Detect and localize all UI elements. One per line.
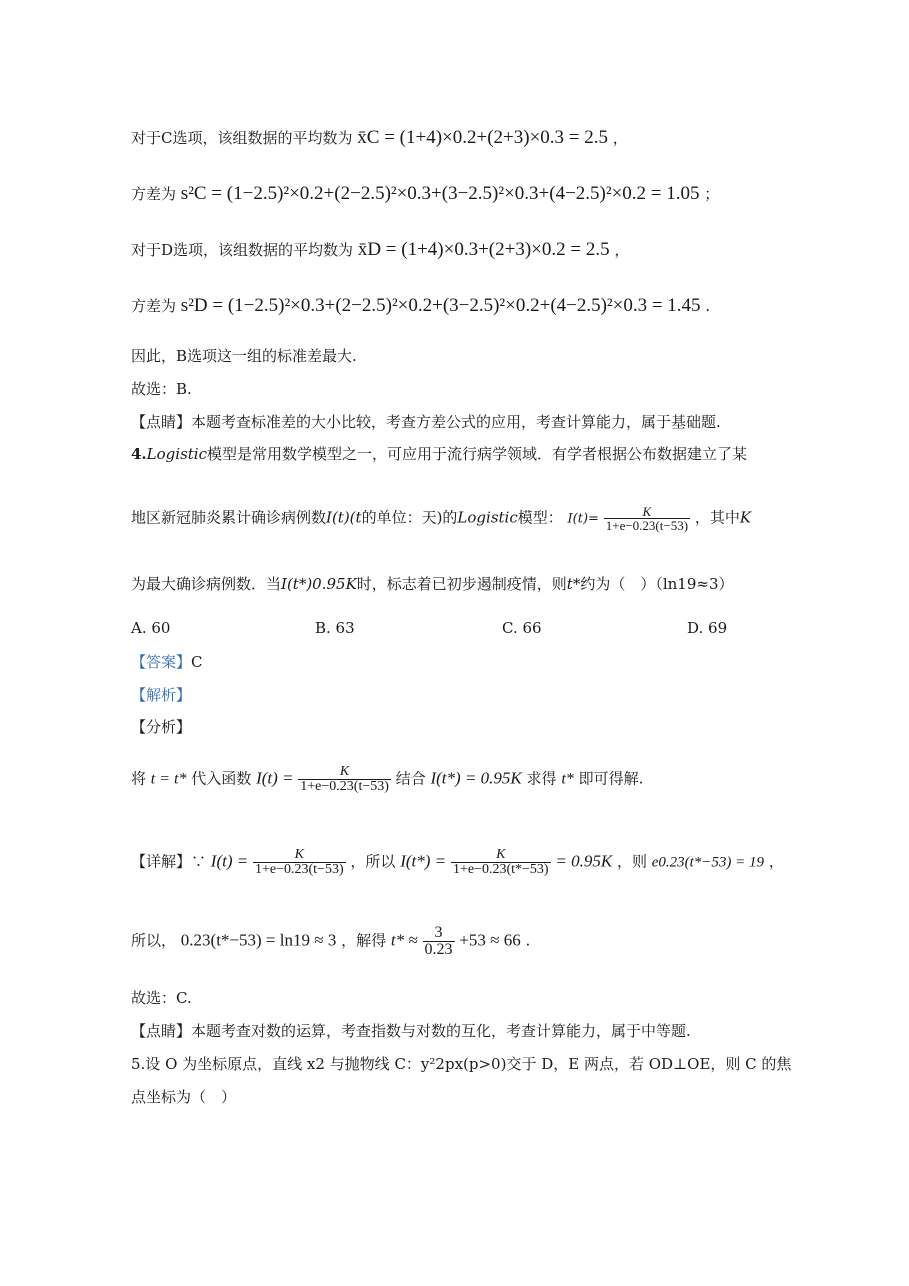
- so-line: [131, 925, 530, 958]
- detail-b: I(t) =: [210, 851, 249, 871]
- fenxi-c: 代入函数: [191, 769, 252, 788]
- q4-line-3: [131, 577, 734, 592]
- so-b: 0.23(t*−53) = ln19 ≈ 3: [180, 930, 337, 950]
- analysis-label: 【解析】: [131, 686, 192, 704]
- detail-fraction-2: [451, 848, 551, 877]
- fenxi-fraction: [298, 765, 391, 794]
- q5-line-2: 点坐标为（ ）: [131, 1088, 237, 1106]
- detail-line: [131, 848, 784, 877]
- detail-denominator-2: 1+e−0.23(t*−53): [452, 862, 549, 877]
- detail-c: ，所以: [350, 852, 396, 871]
- detail-a: 【详解】∵: [131, 852, 207, 871]
- fenxi-line: [131, 765, 643, 794]
- c-mean-prefix: 对于C选项，该组数据的平均数为: [131, 129, 353, 147]
- fenxi-a: 将: [131, 769, 147, 788]
- detail-e: = 0.95K: [555, 851, 613, 871]
- c-var-suffix: ；: [704, 185, 720, 203]
- q4-options: [131, 621, 771, 639]
- detail-f: ，则: [616, 852, 647, 871]
- option-b: B. 63: [315, 619, 355, 637]
- so-numerator: 3: [423, 925, 455, 942]
- c-mean-formula: x̄C = (1+4)×0.2+(2+3)×0.3 = 2.5: [357, 127, 609, 148]
- q4-line-2: [131, 505, 751, 532]
- q4-line-2-g: K: [739, 508, 752, 527]
- answer-label: 【答案】: [131, 653, 192, 671]
- answer-value: C: [191, 653, 203, 671]
- c-variance-line: [131, 184, 719, 203]
- comment-q4: 【点睛】本题考查对数的运算，考查指数与对数的互化，考查计算能力，属于中等题.: [131, 1022, 691, 1040]
- so-c: ，解得: [341, 931, 387, 950]
- q4-model-numerator: K: [604, 505, 690, 519]
- detail-fraction-1: [253, 848, 346, 877]
- q4-line-3-b: I(t*)0.95K: [281, 575, 357, 593]
- fenxi-h: t*: [561, 770, 574, 788]
- q4-line-2-e: 模型：: [517, 508, 563, 527]
- d-mean-prefix: 对于D选项，该组数据的平均数为: [131, 241, 354, 259]
- d-var-suffix: .: [705, 297, 711, 315]
- fenxi-f: I(t*) = 0.95K: [430, 768, 522, 788]
- fenxi-label: 【分析】: [131, 718, 192, 736]
- option-c: C. 66: [502, 619, 542, 637]
- detail-g: e0.23(t*−53) = 19: [651, 854, 765, 871]
- c-var-prefix: 方差为: [131, 185, 177, 203]
- q4-line-2-b: I(t)(t: [326, 508, 362, 527]
- detail-numerator-2: K: [451, 848, 551, 863]
- so-e: +53 ≈ 66: [459, 930, 521, 950]
- fenxi-b: t = t*: [150, 770, 187, 788]
- so-d: t* ≈: [390, 930, 418, 950]
- d-var-formula: s²D = (1−2.5)²×0.3+(2−2.5)²×0.2+(3−2.5)²×0.2+(4−2.5)²×0.3 = 1.45: [180, 295, 701, 316]
- detail-h: ，: [768, 852, 784, 871]
- fenxi-e: 结合: [395, 769, 426, 788]
- q4-line-1-text: 模型是常用数学模型之一，可应用于流行病学领域．有学者根据公布数据建立了某: [207, 445, 748, 463]
- fenxi-d: I(t) =: [256, 768, 294, 788]
- q4-model-denominator: 1+e−0.23(t−53): [605, 518, 689, 533]
- q4-line-2-c: 的单位：天)的: [361, 508, 458, 527]
- so-a: 所以，: [131, 931, 177, 950]
- so-f: .: [525, 931, 531, 950]
- fenxi-denominator: 1+e−0.23(t−53): [300, 779, 389, 794]
- q5-line-1: 5.设 O 为坐标原点，直线 x2 与抛物线 C：y²2px(p>0)交于 D，E 两点，若 OD⊥OE，则 C 的焦: [131, 1055, 792, 1073]
- fenxi-numerator: K: [298, 765, 391, 780]
- q4-line-1: [131, 447, 747, 462]
- q4-line-3-a: 为最大确诊病例数．当: [131, 575, 282, 593]
- detail-numerator-1: K: [253, 848, 346, 863]
- conclusion-text: 因此，B选项这一组的标准差最大.: [131, 347, 357, 365]
- option-d: D. 69: [687, 619, 728, 637]
- choice-b-text: 故选：B.: [131, 380, 192, 398]
- q4-model-fraction: [604, 505, 690, 532]
- fenxi-g: 求得: [526, 769, 557, 788]
- comment-q3: 【点睛】本题考查标准差的大小比较，考查方差公式的应用，考查计算能力，属于基础题.: [131, 413, 721, 431]
- q4-line-2-d: Logistic: [457, 508, 518, 527]
- q4-line-2-a: 地区新冠肺炎累计确诊病例数: [131, 508, 327, 527]
- choice-c-text: 故选：C.: [131, 989, 192, 1007]
- d-mean-suffix: ，: [614, 241, 630, 259]
- c-mean-line: [131, 128, 628, 147]
- d-var-prefix: 方差为: [131, 297, 177, 315]
- option-a: A. 60: [131, 619, 171, 637]
- c-var-formula: s²C = (1−2.5)²×0.2+(2−2.5)²×0.3+(3−2.5)²×0.3+(4−2.5)²×0.2 = 1.05: [180, 183, 700, 204]
- d-mean-formula: x̄D = (1+4)×0.3+(2+3)×0.2 = 2.5: [357, 239, 610, 260]
- q4-line-2-f: ，其中: [694, 508, 740, 527]
- q4-model-lhs: I(t)=: [567, 511, 599, 527]
- q4-number: 4.: [131, 445, 147, 463]
- so-fraction: [423, 925, 455, 958]
- c-mean-suffix: ，: [612, 129, 628, 147]
- q4-line-3-d: t*: [566, 575, 581, 593]
- fenxi-i: 即可得解.: [578, 769, 644, 788]
- q4-line-3-e: 约为（ ）（ln19≈3）: [580, 575, 734, 593]
- so-denominator: 0.23: [424, 941, 453, 958]
- detail-denominator-1: 1+e−0.23(t−53): [255, 862, 344, 877]
- d-mean-line: [131, 240, 629, 259]
- q4-line-3-c: 时，标志着已初步遏制疫情，则: [356, 575, 567, 593]
- q4-logistic-word: Logistic: [146, 445, 207, 463]
- detail-d: I(t*) =: [400, 851, 447, 871]
- answer-line: [131, 655, 203, 670]
- d-variance-line: [131, 296, 710, 315]
